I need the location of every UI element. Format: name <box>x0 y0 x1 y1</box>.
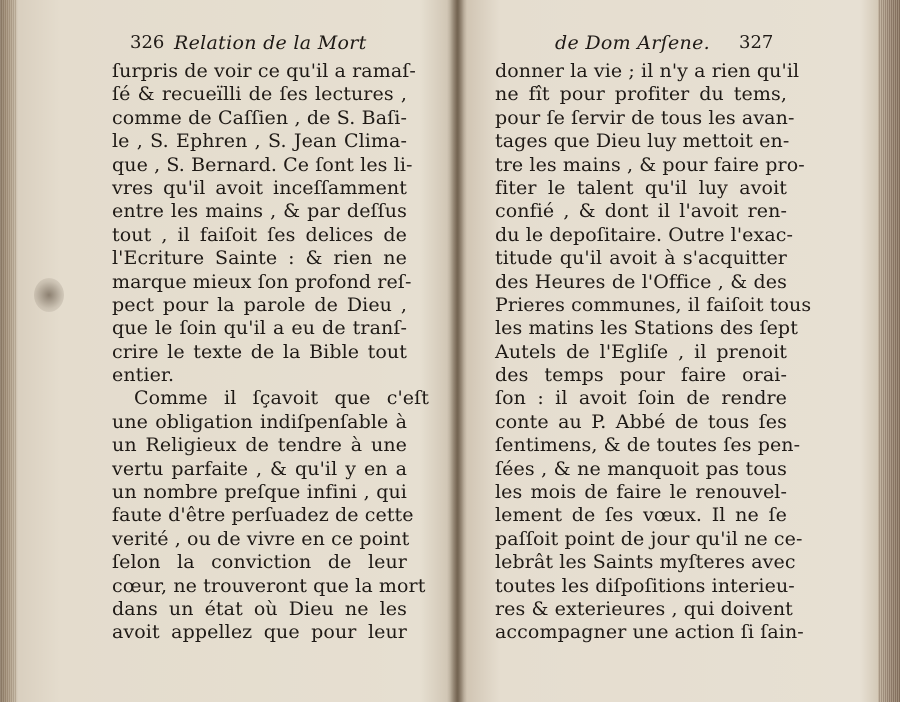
left-page <box>112 30 429 645</box>
left-running-head <box>112 30 412 60</box>
text-line: ſentimens, & de toutes ſes pen- <box>495 434 801 457</box>
text-line: dans un état où Dieu ne les <box>112 597 407 620</box>
text-line: un nombre preſque infini , qui <box>112 481 407 504</box>
text-line: vres qu'il avoit inceſſamment <box>112 176 407 199</box>
text-line: les matins les Stations des ſept <box>495 317 798 340</box>
left-page-number: 326 <box>130 32 165 53</box>
text-line: le , S. Ephren , S. Jean Clima- <box>112 130 407 153</box>
text-line: que , S. Bernard. Ce ſont les li- <box>112 153 413 176</box>
text-line: marque mieux ſon profond reſ- <box>112 270 412 293</box>
text-line: tout , il faiſoit ſes delices de <box>112 223 407 246</box>
text-line: tre les mains , & pour faire pro- <box>495 153 805 176</box>
text-line: ſé & recueïlli de ſes lectures , <box>112 83 407 106</box>
text-line: ſées , & ne manquoit pas tous <box>495 457 787 480</box>
right-page-edges <box>878 0 900 702</box>
text-line: pour ſe ſervir de tous les avan- <box>495 106 795 129</box>
text-line: ne fît pour profiter du tems, <box>495 83 787 106</box>
right-page-text <box>495 60 812 645</box>
right-page-number: 327 <box>739 32 774 53</box>
text-line: entre les mains , & par deſſus <box>112 200 407 223</box>
right-running-head <box>495 30 791 60</box>
left-running-title: Relation de la Mort <box>174 32 367 54</box>
paper-stain <box>34 278 64 312</box>
text-line: ſon : il avoit ſoin de rendre <box>495 387 787 410</box>
left-page-edges <box>0 0 16 702</box>
text-line: des Heures de l'Office , & des <box>495 270 787 293</box>
text-line: Autels de l'Egliſe , il prenoit <box>495 340 787 363</box>
left-page-text <box>112 60 429 645</box>
text-line: avoit appellez que pour leur <box>112 621 407 644</box>
text-line: lebrât les Saints myſteres avec <box>495 551 796 574</box>
text-line: comme de Caſſien , de S. Baſi- <box>112 106 407 129</box>
text-line: un Religieux de tendre à une <box>112 434 407 457</box>
text-line: faute d'être perſuadez de cette <box>112 504 414 527</box>
text-line: l'Ecriture Sainte : & rien ne <box>112 247 407 270</box>
text-line: que le ſoin qu'il a eu de tranſ- <box>112 317 407 340</box>
text-line: accompagner une action ſi ſain- <box>495 621 804 644</box>
text-line: entier. <box>112 364 175 387</box>
text-line: cœur, ne trouveront que la mort <box>112 574 426 597</box>
text-line: tages que Dieu luy mettoit en- <box>495 130 790 153</box>
right-page <box>495 30 812 645</box>
text-line: des temps pour faire orai- <box>495 364 787 387</box>
text-line: ſurpris de voir ce qu'il a ramaſ- <box>112 60 416 82</box>
text-line: fiter le talent qu'il luy avoit <box>495 176 787 199</box>
text-line: les mois de faire le renouvel- <box>495 481 787 504</box>
text-line: conte au P. Abbé de tous ſes <box>495 410 787 433</box>
text-line: toutes les diſpoſitions interieu- <box>495 574 795 597</box>
text-line: Prieres communes, il faiſoit tous <box>495 293 812 316</box>
text-line: crire le texte de la Bible tout <box>112 340 407 363</box>
text-line: Comme il ſçavoit que c'eſt <box>134 387 429 410</box>
text-line: verité , ou de vivre en ce point <box>112 527 410 550</box>
text-line: ſelon la conviction de leur <box>112 551 407 574</box>
text-line: pect pour la parole de Dieu , <box>112 293 407 316</box>
text-line: confié , & dont il l'avoit ren- <box>495 200 787 223</box>
text-line: donner la vie ; il n'y a rien qu'il <box>495 60 800 82</box>
text-line: du le depoſitaire. Outre l'exac- <box>495 223 794 246</box>
text-line: paſſoit point de jour qu'il ne ce- <box>495 527 803 550</box>
text-line: titude qu'il avoit à s'acquitter <box>495 247 787 270</box>
right-running-title: de Dom Arſene. <box>555 32 710 54</box>
book-gutter <box>447 0 467 702</box>
text-line: res & exterieures , qui doivent <box>495 597 793 620</box>
text-line: vertu parfaite , & qu'il y en a <box>112 457 407 480</box>
text-line: une obligation indiſpenſable à <box>112 410 407 433</box>
text-line: lement de ſes vœux. Il ne ſe <box>495 504 787 527</box>
